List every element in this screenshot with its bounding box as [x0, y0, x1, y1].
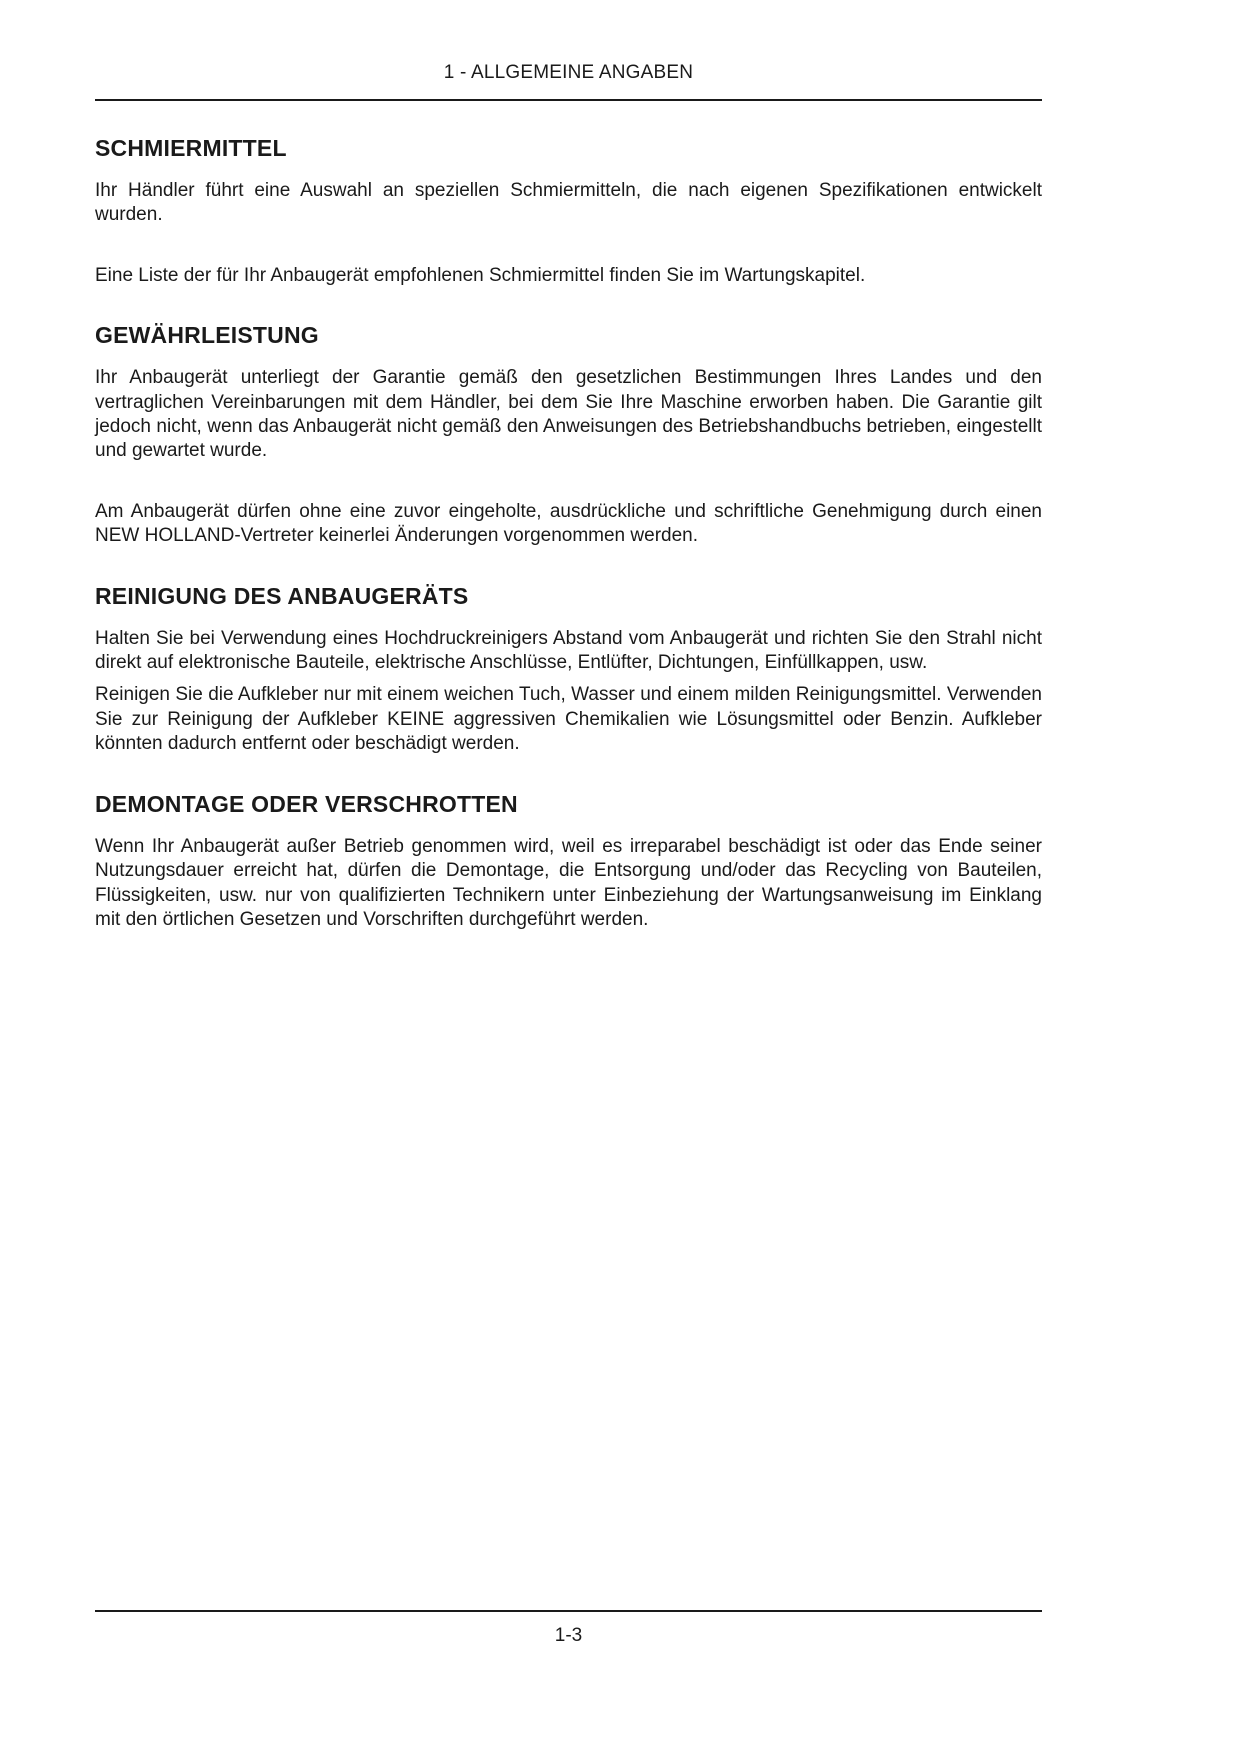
footer-divider	[95, 1610, 1042, 1612]
page-footer	[95, 1610, 1042, 1647]
section-heading: DEMONTAGE ODER VERSCHROTTEN	[95, 790, 518, 817]
section-demontage	[95, 791, 1042, 933]
section-schmiermittel	[95, 135, 1042, 288]
page-number: 1-3	[554, 1625, 583, 1646]
paragraph: Reinigen Sie die Aufkleber nur mit einem weichen Tuch, Wasser und einem milden Reinigungsmittel. Verwenden Sie zur Reinigung der Aufkleber KEINE aggressiven Chemikalien wie Lösungsmittel oder Benzin. Aufkleber könnten dadurch entfernt oder beschädigt werden.	[95, 684, 1042, 755]
paragraph: Halten Sie bei Verwendung eines Hochdruckreinigers Abstand vom Anbaugerät und richten Sie den Strahl nicht direkt auf elektronische Bauteile, elektrische Anschlüsse, Entlüfter, Dichtungen, Einfüllkappen, usw.	[95, 627, 1042, 674]
chapter-header: 1 - ALLGEMEINE ANGABEN	[443, 62, 694, 83]
section-heading: SCHMIERMITTEL	[95, 135, 287, 161]
section-reinigung	[95, 583, 1042, 757]
paragraph: Ihr Händler führt eine Auswahl an speziellen Schmiermitteln, die nach eigenen Spezifikationen entwickelt wurden.	[95, 180, 1042, 226]
header-divider	[95, 99, 1042, 101]
paragraph: Ihr Anbaugerät unterliegt der Garantie gemäß den gesetzlichen Bestimmungen Ihres Landes und den vertraglichen Vereinbarungen mit dem Händler, bei dem Sie Ihre Maschine erworben haben. Die Garantie gilt jedoch nicht, wenn das Anbaugerät nicht gemäß den Anweisungen des Betriebshandbuchs betrieben, eingestellt und gewartet wurde.	[95, 367, 1042, 462]
section-gewaehrleistung	[95, 322, 1042, 548]
paragraph: Eine Liste der für Ihr Anbaugerät empfohlenen Schmiermittel finden Sie im Wartungskapitel.	[95, 264, 866, 286]
paragraph: Am Anbaugerät dürfen ohne eine zuvor eingeholte, ausdrückliche und schriftliche Genehmigung durch einen NEW HOLLAND-Vertreter keinerlei Änderungen vorgenommen werden.	[95, 500, 1042, 547]
paragraph: Wenn Ihr Anbaugerät außer Betrieb genommen wird, weil es irreparabel beschädigt ist oder das Ende seiner Nutzungsdauer erreicht hat, dürfen die Demontage, die Entsorgung und/oder das Recycling von Bauteilen, Flüssigkeiten, usw. nur von qualifizierten Technikern unter Einbeziehung der Wartungsanweisung im Einklang mit den örtlichen Gesetzen und Vorschriften durchgeführt werden.	[95, 835, 1042, 930]
section-heading: GEWÄHRLEISTUNG	[95, 322, 319, 349]
section-heading: REINIGUNG DES ANBAUGERÄTS	[95, 582, 469, 609]
page-content	[95, 0, 1042, 940]
